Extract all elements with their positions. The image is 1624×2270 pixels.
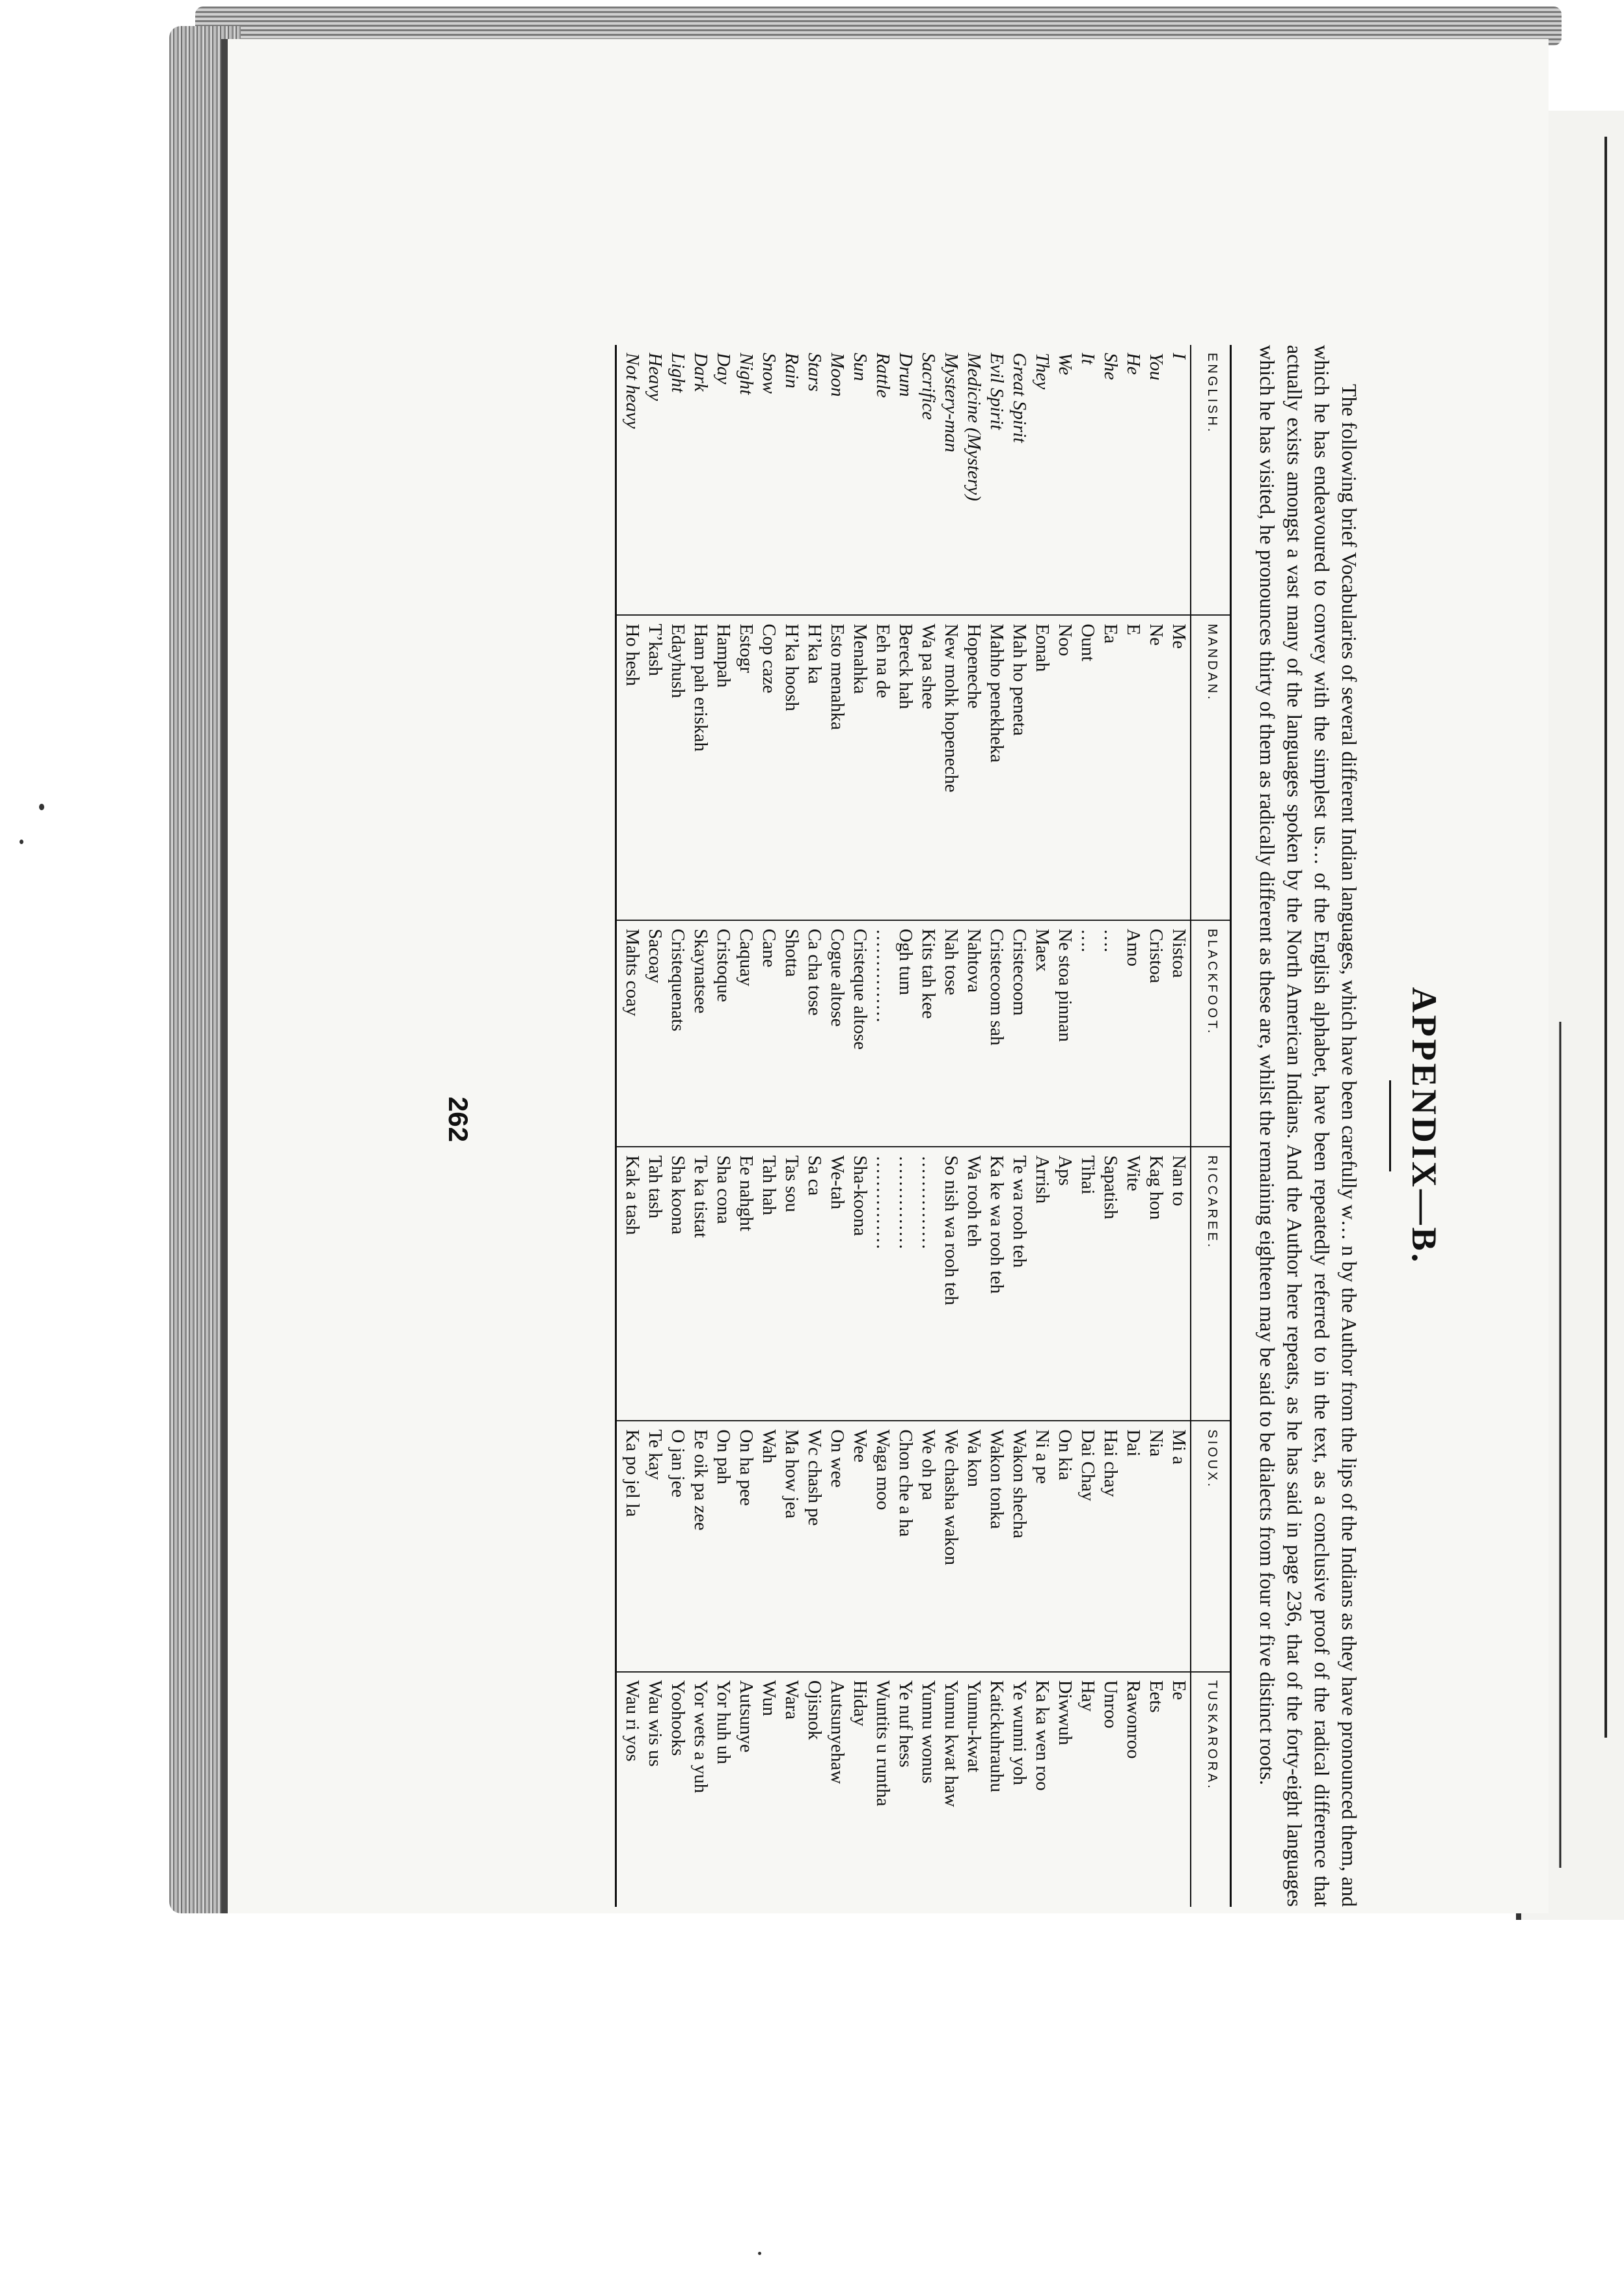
cell-blackfoot: Ne stoa pinnan: [1053, 920, 1076, 1147]
table-row: [917, 345, 940, 1907]
cell-blackfoot: Nistoa: [1167, 920, 1191, 1147]
cell-blackfoot: Sacoay: [643, 920, 666, 1147]
cell-sioux: Te kay: [643, 1421, 666, 1671]
cell-riccaree: So nish wa rooh teh: [940, 1147, 962, 1421]
appendix-title: APPENDIX—B.: [1405, 987, 1444, 1265]
cell-sioux: Chon che a ha: [894, 1421, 917, 1671]
table-row: [1031, 345, 1053, 1907]
cell-mandan: Mahho penekheka: [985, 615, 1008, 920]
cell-english: Sun: [850, 353, 871, 381]
cell-english: Mystery-man: [941, 353, 962, 453]
cell-riccaree: Ka ke wa rooh teh: [985, 1147, 1008, 1421]
cell-blackfoot: Cane: [757, 920, 780, 1147]
vocabulary-table: [615, 345, 1232, 1907]
cell-blackfoot: Ca cha tose: [803, 920, 826, 1147]
cell-english: Evil Spirit: [986, 353, 1007, 430]
cell-tuskarora: Yunnu wonus: [917, 1672, 940, 1907]
cell-english: She: [1100, 353, 1121, 380]
table-row: [962, 345, 985, 1907]
cell-mandan: Esto menahka: [826, 615, 848, 920]
scan-speck: [39, 804, 44, 810]
cell-blackfoot: Mahts coay: [616, 920, 644, 1147]
cell-blackfoot: Nahtova: [962, 920, 985, 1147]
cell-english: Light: [668, 353, 688, 393]
cell-blackfoot: Cristequenats: [666, 920, 689, 1147]
title-rule: [1389, 1080, 1391, 1171]
table-row: [757, 345, 780, 1907]
cell-blackfoot: Cristeque altose: [848, 920, 871, 1147]
cell-tuskarora: Eets: [1144, 1672, 1167, 1907]
cell-sioux: We oh pa: [917, 1421, 940, 1671]
cell-riccaree: Te wa rooh teh: [1008, 1147, 1031, 1421]
cell-blackfoot: Cristecoom: [1008, 920, 1031, 1147]
cell-mandan: H’ka ka: [803, 615, 826, 920]
cell-blackfoot: Ogh tum: [894, 920, 917, 1147]
cell-english: They: [1032, 353, 1053, 390]
table-row: [1167, 345, 1191, 1907]
cell-mandan: Ne: [1144, 615, 1167, 920]
cell-sioux: Wa kon: [962, 1421, 985, 1671]
cell-english: Day: [713, 353, 734, 385]
cell-english: Drum: [895, 353, 916, 397]
cell-riccaree: ……………: [871, 1147, 894, 1421]
table-row: [871, 345, 894, 1907]
cell-mandan: T’kash: [643, 615, 666, 920]
cell-english: Sacrifice: [918, 353, 939, 420]
cell-english: Not heavy: [616, 345, 644, 615]
cell-tuskarora: Ka ka wen roo: [1031, 1672, 1053, 1907]
table-row: [616, 345, 644, 1907]
table-row: [985, 345, 1008, 1907]
vocabulary-rows: [616, 345, 1191, 1907]
intro-paragraph: The following brief Vocabularies of several different Indian languages, which have been carefully w… n by the Author from the lips of the Indians as they have pronounced them, and which he has endeavoured to convey with the simplest us… of the English alphabet, have been repeatedly referred to in the text, as a conclusive proof of the radical difference that actually exists amongst a vast many of the languages spoken by the North American Indians. And the Author here repeats, as he has said in page 236, that of the forty-eight languages which he has visited, he pronounces thirty of them as radically different as these are, whilst the remaining eighteen may be said to be dialects from four or five distinct roots.: [1256, 345, 1361, 1907]
table-row: [826, 345, 848, 1907]
cell-blackfoot: ….: [1076, 920, 1099, 1147]
cell-tuskarora: Autsunyehaw: [826, 1672, 848, 1907]
table-row: [1008, 345, 1031, 1907]
cell-tuskarora: Wun: [757, 1672, 780, 1907]
cell-tuskarora: Yunnu kwat haw: [940, 1672, 962, 1907]
scan-speck: [758, 2252, 761, 2255]
cell-mandan: Ham pah eriskah: [689, 615, 712, 920]
table-header-row: [1191, 345, 1231, 1907]
cell-tuskarora: Yor huh uh: [712, 1672, 735, 1907]
cell-mandan: Bereck hah: [894, 615, 917, 920]
cell-riccaree: We-tah: [826, 1147, 848, 1421]
page-body: [615, 345, 1444, 1907]
cell-mandan: H’ka hoosh: [780, 615, 803, 920]
cell-sioux: O jan jee: [666, 1421, 689, 1671]
cell-riccaree: Sha-koona: [848, 1147, 871, 1421]
cell-riccaree: Tah tash: [643, 1147, 666, 1421]
scan-speck: [20, 840, 23, 844]
cell-english: Great Spirit: [1009, 353, 1030, 443]
cell-tuskarora: Autsunye: [735, 1672, 757, 1907]
column-header-sioux: SIOUX.: [1191, 1421, 1231, 1671]
cell-english: Dark: [690, 353, 711, 392]
cell-tuskarora: Katickuhrauhu: [985, 1672, 1008, 1907]
cell-mandan: Hopeneche: [962, 615, 985, 920]
cell-mandan: Edayhush: [666, 615, 689, 920]
cell-tuskarora: Yoohooks: [666, 1672, 689, 1907]
table-row: [848, 345, 871, 1907]
cell-blackfoot: Shotta: [780, 920, 803, 1147]
cell-tuskarora: Wuntits u runtha: [871, 1672, 894, 1907]
table-row: [712, 345, 735, 1907]
cell-english: Snow: [759, 353, 779, 394]
cell-sioux: Wah: [757, 1421, 780, 1671]
cell-blackfoot: Cristecoom sah: [985, 920, 1008, 1147]
table-row: [780, 345, 803, 1907]
cell-riccaree: Tah hah: [757, 1147, 780, 1421]
cell-mandan: Cop caze: [757, 615, 780, 920]
cell-mandan: New mohk hopeneche: [940, 615, 962, 920]
cell-mandan: Eeh na de: [871, 615, 894, 920]
cell-mandan: Ho hesh: [616, 615, 644, 920]
cell-english: Rattle: [873, 353, 893, 398]
cell-mandan: Estogr: [735, 615, 757, 920]
cell-riccaree: ……………: [917, 1147, 940, 1421]
cell-tuskarora: Yunnu-kwat: [962, 1672, 985, 1907]
cell-tuskarora: Ye wunni yoh: [1008, 1672, 1031, 1907]
cell-tuskarora: Diwwuh: [1053, 1672, 1076, 1907]
cell-tuskarora: Rawonroo: [1122, 1672, 1144, 1907]
cell-sioux: Ma how jea: [780, 1421, 803, 1671]
cell-english: We: [1055, 353, 1076, 376]
cell-riccaree: Sha cona: [712, 1147, 735, 1421]
cell-tuskarora: Wara: [780, 1672, 803, 1907]
cell-tuskarora: Ee: [1167, 1672, 1191, 1907]
cell-tuskarora: Hiday: [848, 1672, 871, 1907]
cell-sioux: Ee oik pa zee: [689, 1421, 712, 1671]
cell-english: Medicine (Mystery): [964, 353, 984, 501]
cell-riccaree: Kak a tash: [616, 1147, 644, 1421]
cell-riccaree: Wite: [1122, 1147, 1144, 1421]
cell-sioux: Nia: [1144, 1421, 1167, 1671]
cell-english: You: [1146, 353, 1167, 381]
cell-riccaree: Aps: [1053, 1147, 1076, 1421]
cell-sioux: Wakon shecha: [1008, 1421, 1031, 1671]
cell-mandan: Me: [1167, 615, 1191, 920]
cell-sioux: Wc chash pe: [803, 1421, 826, 1671]
cell-mandan: Ea: [1099, 615, 1122, 920]
column-header-blackfoot: BLACKFOOT.: [1191, 920, 1231, 1147]
cell-blackfoot: Skaynatsee: [689, 920, 712, 1147]
table-row: [940, 345, 962, 1907]
cell-mandan: Ount: [1076, 615, 1099, 920]
cell-tuskarora: Yor wets a yuh: [689, 1672, 712, 1907]
table-row: [735, 345, 757, 1907]
rotated-page-content: [442, 247, 1483, 2004]
cell-english: It: [1077, 353, 1098, 364]
cell-riccaree: Ee nahght: [735, 1147, 757, 1421]
cell-english: Night: [736, 353, 757, 395]
cell-sioux: Waga moo: [871, 1421, 894, 1671]
table-row: [894, 345, 917, 1907]
cell-blackfoot: ……………: [871, 920, 894, 1147]
cell-blackfoot: ….: [1099, 920, 1122, 1147]
cell-mandan: Menahka: [848, 615, 871, 920]
cell-riccaree: Tihai: [1076, 1147, 1099, 1421]
cell-english: Rain: [781, 353, 802, 389]
cell-riccaree: Sa ca: [803, 1147, 826, 1421]
column-header-tuskarora: TUSKARORA.: [1191, 1672, 1231, 1907]
cell-sioux: On ha pee: [735, 1421, 757, 1671]
cell-tuskarora: Unroo: [1099, 1672, 1122, 1907]
cell-blackfoot: Caquay: [735, 920, 757, 1147]
cell-sioux: Dai Chay: [1076, 1421, 1099, 1671]
cell-sioux: Wee: [848, 1421, 871, 1671]
cell-tuskarora: Wau wis us: [643, 1672, 666, 1907]
cell-sioux: Wakon tonka: [985, 1421, 1008, 1671]
cell-blackfoot: Kits tah kee: [917, 920, 940, 1147]
table-row: [689, 345, 712, 1907]
cell-sioux: On pah: [712, 1421, 735, 1671]
cell-english: He: [1123, 353, 1144, 375]
table-row: [803, 345, 826, 1907]
cell-sioux: We chasha wakon: [940, 1421, 962, 1671]
cell-riccaree: Arrish: [1031, 1147, 1053, 1421]
cell-riccaree: Wa rooh teh: [962, 1147, 985, 1421]
table-row: [643, 345, 666, 1907]
cell-sioux: Mi a: [1167, 1421, 1191, 1671]
cell-sioux: Ka po jel la: [616, 1421, 644, 1671]
cell-tuskarora: Hay: [1076, 1672, 1099, 1907]
cell-english: Moon: [827, 353, 848, 397]
cell-mandan: E: [1122, 615, 1144, 920]
cell-riccaree: Nan to: [1167, 1147, 1191, 1421]
cell-blackfoot: Cristoque: [712, 920, 735, 1147]
cell-blackfoot: Amo: [1122, 920, 1144, 1147]
cell-tuskarora: Ojisnok: [803, 1672, 826, 1907]
cell-sioux: Hai chay: [1099, 1421, 1122, 1671]
table-row: [1053, 345, 1076, 1907]
table-row: [1122, 345, 1144, 1907]
page-number: 262: [443, 1096, 474, 1143]
cell-riccaree: Sha koona: [666, 1147, 689, 1421]
cell-riccaree: ……………: [894, 1147, 917, 1421]
cell-mandan: Mah ho peneta: [1008, 615, 1031, 920]
cell-sioux: Dai: [1122, 1421, 1144, 1671]
cell-riccaree: Te ka tistat: [689, 1147, 712, 1421]
column-header-english: ENGLISH.: [1191, 345, 1231, 615]
column-header-riccaree: RICCAREE.: [1191, 1147, 1231, 1421]
cell-english: I: [1169, 353, 1189, 359]
cell-mandan: Noo: [1053, 615, 1076, 920]
cell-mandan: Wa pa shee: [917, 615, 940, 920]
cell-blackfoot: Cristoa: [1144, 920, 1167, 1147]
table-row: [1144, 345, 1167, 1907]
cell-blackfoot: Nah tose: [940, 920, 962, 1147]
cell-sioux: Ni a pe: [1031, 1421, 1053, 1671]
cell-tuskarora: Wau ri yos: [616, 1672, 644, 1907]
cell-riccaree: Kag hon: [1144, 1147, 1167, 1421]
cell-tuskarora: Ye nuf hess: [894, 1672, 917, 1907]
cell-riccaree: Sapatish: [1099, 1147, 1122, 1421]
column-header-mandan: MANDAN.: [1191, 615, 1231, 920]
cell-sioux: On wee: [826, 1421, 848, 1671]
cell-sioux: On kia: [1053, 1421, 1076, 1671]
cell-english: Heavy: [645, 353, 666, 402]
cell-blackfoot: Cogue altose: [826, 920, 848, 1147]
cell-english: Stars: [804, 353, 825, 392]
cell-mandan: Eonah: [1031, 615, 1053, 920]
table-row: [666, 345, 689, 1907]
table-row: [1076, 345, 1099, 1907]
cell-blackfoot: Maex: [1031, 920, 1053, 1147]
cell-riccaree: Tas sou: [780, 1147, 803, 1421]
cell-mandan: Hampah: [712, 615, 735, 920]
table-row: [1099, 345, 1122, 1907]
